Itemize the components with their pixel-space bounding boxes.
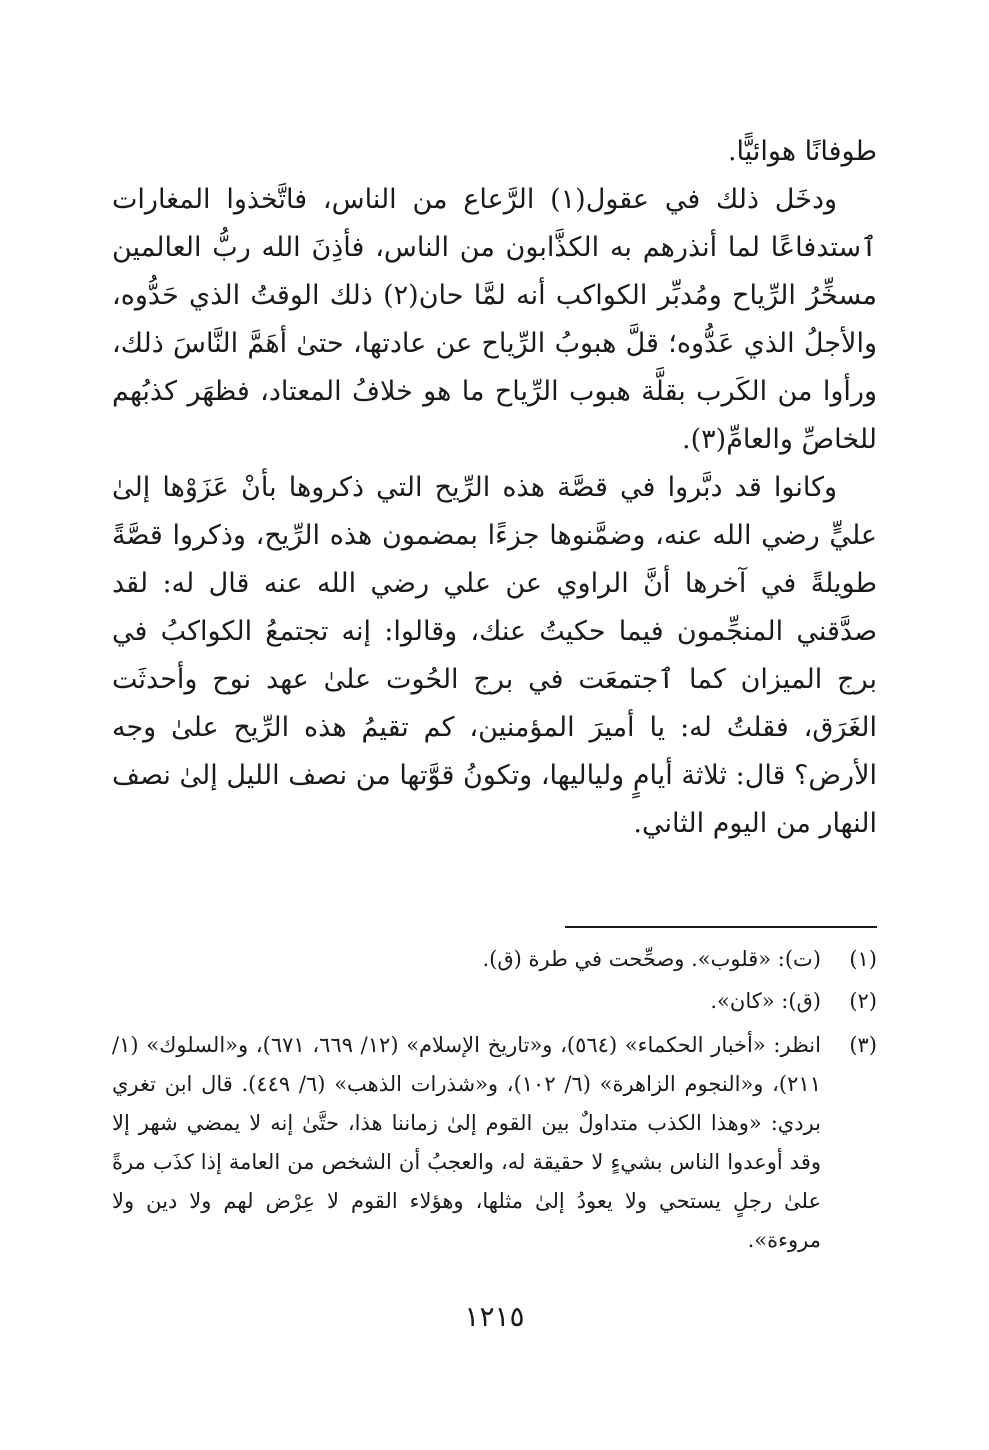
- footnote-2: [112, 982, 877, 1021]
- footnote-number: (٣): [849, 1033, 877, 1057]
- footnote-text: (ت): «قلوب». وصحِّحت في طرة (ق).: [482, 947, 821, 971]
- paragraph-3: وكانوا قد دبَّروا في قصَّة هذه الرِّيح التي ذكروها بأنْ عَزَوْها إلىٰ عليٍّ رضي الله عنه، وضمَّنوها جزءًا بمضمون هذه الرِّيح، وذكروا قصَّةً طويلةً في آخرها أنَّ الراوي عن علي رضي الله عنه قال له: لقد صدَّقني المنجِّمون فيما حكيتُ عنك، وقالوا: إنه تجتمعُ الكواكبُ في برج الميزان كما ٱجتمعَت في برج الحُوت علىٰ عهد نوح وأحدثَت الغَرَق، فقلتُ له: يا أميرَ المؤمنين، كم تقيمُ هذه الرِّيح علىٰ وجه الأرض؟ قال: ثلاثة أيامٍ ولياليها، وتكونُ قوَّتها من نصف الليل إلىٰ نصف النهار من اليوم الثاني.: [112, 472, 877, 839]
- paragraph-1: طوفانًا هوائيًّا.: [727, 136, 877, 167]
- footnotes: [112, 940, 877, 1260]
- footnote-text: (ق): «كان».: [710, 989, 821, 1013]
- page-number: ١٢١٥: [464, 1300, 525, 1333]
- main-text: [112, 128, 877, 848]
- footnote-separator: [565, 926, 877, 928]
- footnote-text: انظر: «أخبار الحكماء» (٥٦٤)، و«تاريخ الإسلام» (١٢/ ٦٦٩، ٦٧١)، و«السلوك» (١/ ٢١١)، و«النجوم الزاهرة» (٦/ ١٠٢)، و«شذرات الذهب» (٦/ ٤٤٩). قال ابن تغري بردي: «وهذا الكذب متداولٌ بين القوم إلىٰ زماننا هذا، حتَّىٰ إنه لا يمضي شهر إلا وقد أوعدوا الناس بشيءٍ لا حقيقة له، والعجبُ أن الشخص من العامة إذا كذَب مرةً علىٰ رجلٍ يستحي ولا يعودُ إلىٰ مثلها، وهؤلاء القوم لا عِرْض لهم ولا دين ولا مروءة».: [112, 1033, 821, 1252]
- paragraph-2: ودخَل ذلك في عقول(١) الرَّعاع من الناس، فاتَّخذوا المغارات ٱستدفاعًا لما أنذرهم به الكذَّابون من الناس، فأذِنَ الله ربُّ العالمين مسخِّرُ الرِّياح ومُدبِّر الكواكب أنه لمَّا حان(٢) ذلك الوقتُ الذي حَدُّوه، والأجلُ الذي عَدُّوه؛ قلَّ هبوبُ الرِّياح عن عادتها، حتىٰ أهَمَّ النَّاسَ ذلك، ورأوا من الكَرب بقلَّة هبوب الرِّياح ما هو خلافُ المعتاد، فظهَر كذبُهم للخاصِّ والعامِّ(٣).: [112, 184, 877, 455]
- footnote-3: [112, 1026, 877, 1260]
- footnote-1: [112, 940, 877, 979]
- footnote-number: (٢): [849, 989, 877, 1013]
- footnote-number: (١): [849, 947, 877, 971]
